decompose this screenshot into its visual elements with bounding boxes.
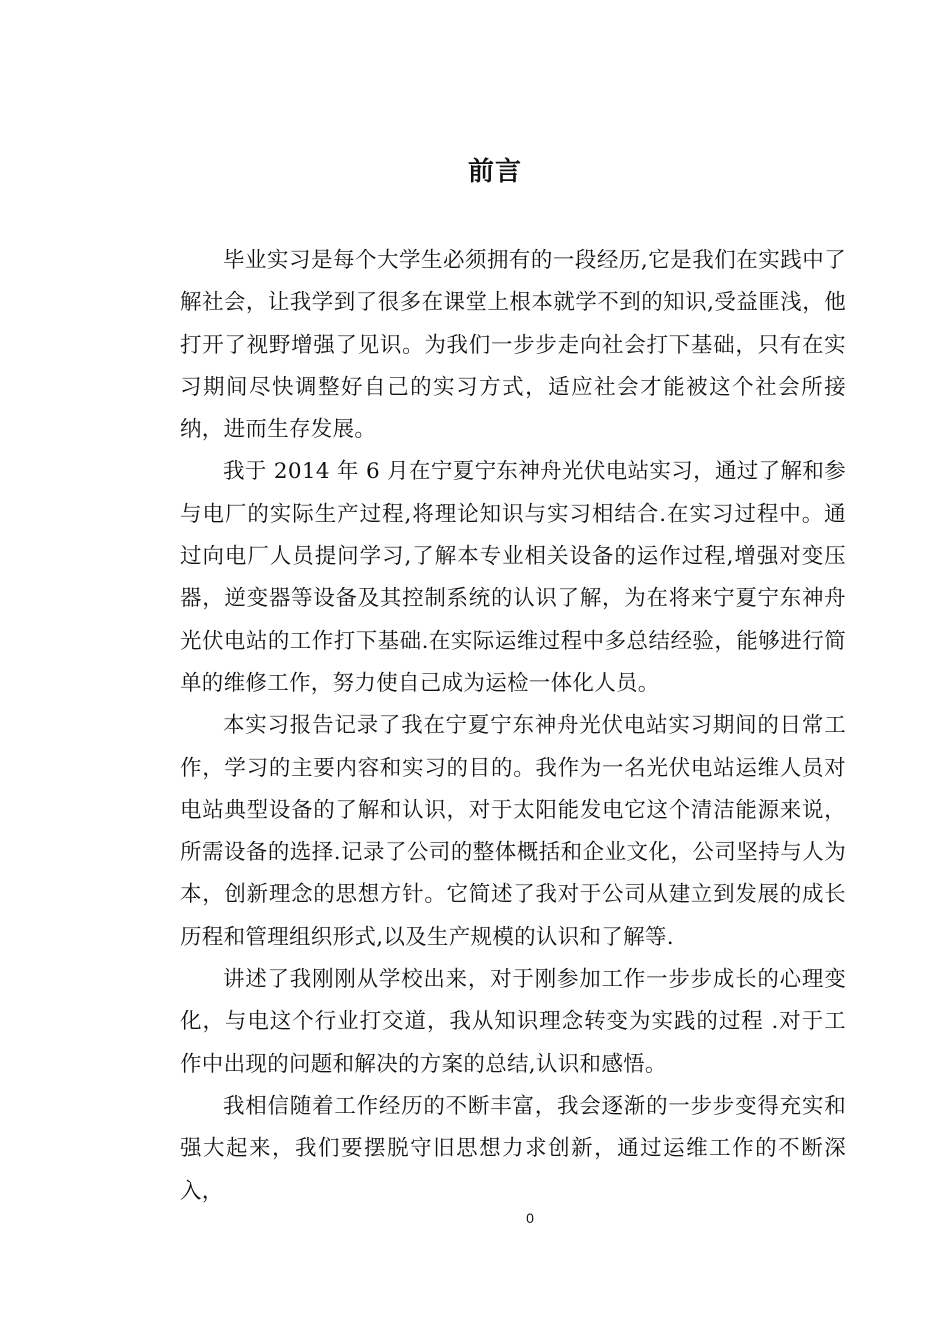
paragraph-1: 毕业实习是每个大学生必须拥有的一段经历,它是我们在实践中了解社会，让我学到了很多在课堂上根本就学不到的知识,受益匪浅，他打开了视野增强了见识。为我们一步步走向社会打下基础，只有在实习期间尽快调整好自己的实习方式，适应社会才能被这个社会所接纳，进而生存发展。 <box>180 248 846 443</box>
paragraph-4: 讲述了我刚刚从学校出来，对于刚参加工作一步步成长的心理变化，与电这个行业打交道，我从知识理念转变为实践的过程 .对于工作中出现的问题和解决的方案的总结,认识和感悟。 <box>180 967 846 1077</box>
page-number: 0 <box>526 1210 534 1226</box>
paragraph-2: 我于 2014 年 6 月在宁夏宁东神舟光伏电站实习，通过了解和参与电厂的实际生产过程,将理论知识与实习相结合.在实习过程中。通过向电厂人员提问学习,了解本专业相关设备的运作过程,增强对变压器，逆变器等设备及其控制系统的认识了解，为在将来宁夏宁东神舟光伏电站的工作打下基础.在实际运维过程中多总结经验，能够进行简单的维修工作，努力使自己成为运检一体化人员。 <box>180 459 846 696</box>
page-title: 前言 <box>467 157 522 187</box>
paragraph-5: 我相信随着工作经历的不断丰富，我会逐渐的一步步变得充实和强大起来，我们要摆脱守旧思想力求创新，通过运维工作的不断深入， <box>180 1093 846 1204</box>
paragraph-3: 本实习报告记录了我在宁夏宁东神舟光伏电站实习期间的日常工作，学习的主要内容和实习的目的。我作为一名光伏电站运维人员对电站典型设备的了解和认识，对于太阳能发电它这个清洁能源来说，所需设备的选择.记录了公司的整体概括和企业文化，公司坚持与人为本，创新理念的思想方针。它简述了我对于公司从建立到发展的成长历程和管理组织形式,以及生产规模的认识和了解等. <box>180 713 846 950</box>
body-text <box>180 240 846 1213</box>
